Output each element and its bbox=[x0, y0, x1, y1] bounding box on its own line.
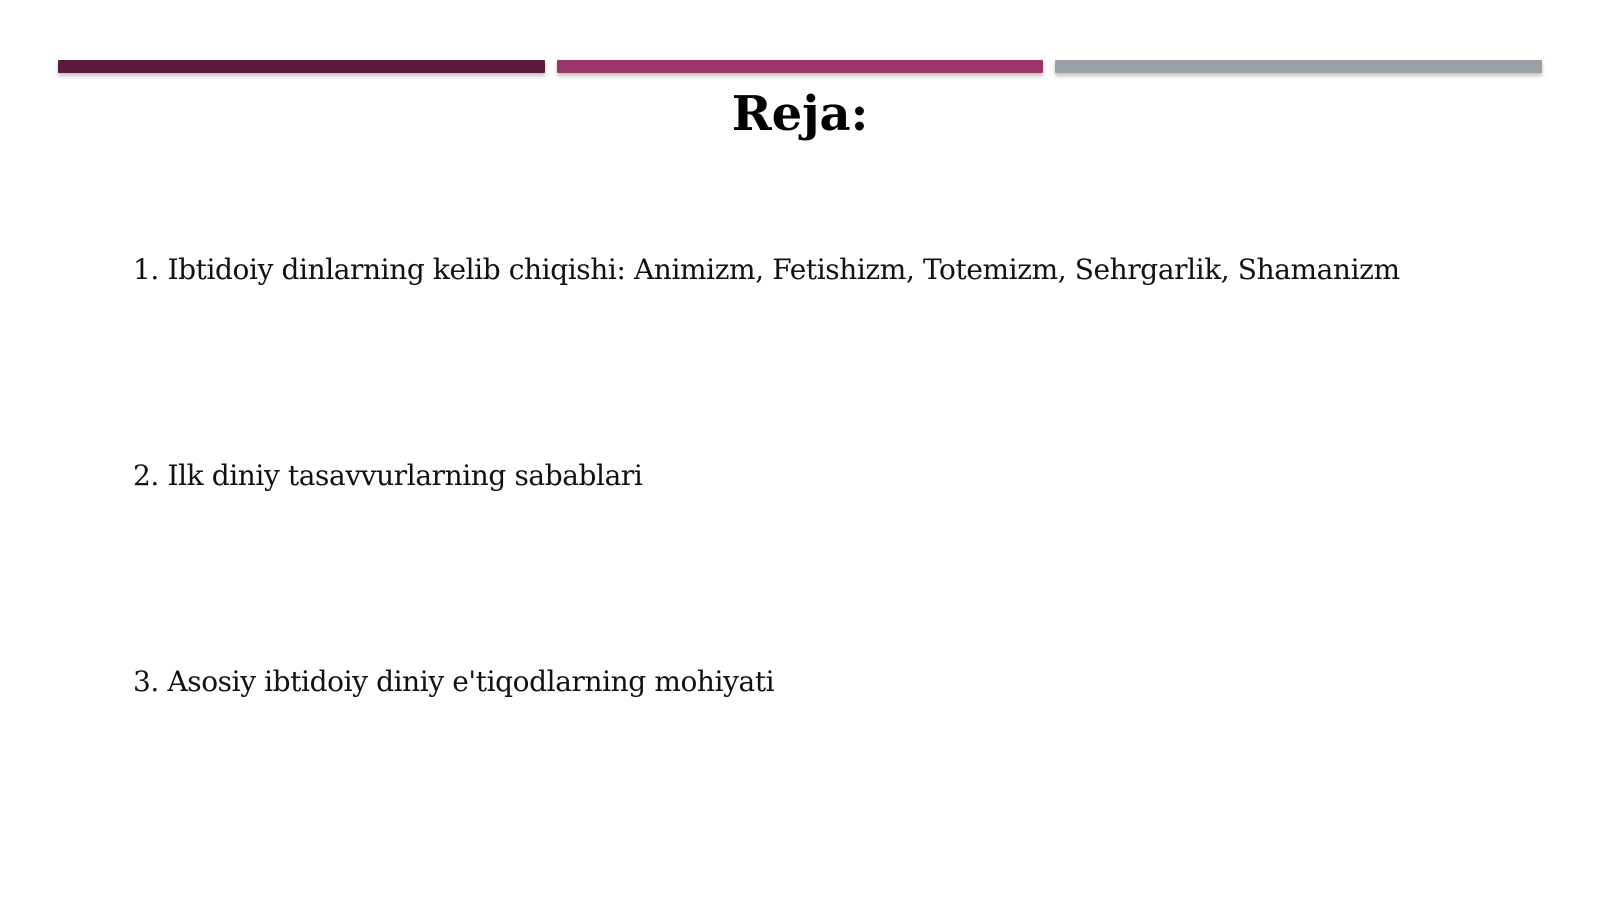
plan-item-number: 2. bbox=[133, 459, 159, 492]
plan-item-1 bbox=[133, 250, 1400, 290]
plan-item-text: Ibtidoiy dinlarning kelib chiqishi: Animizm, Fetishizm, Totemizm, Sehrgarlik, Shamanizm bbox=[167, 253, 1400, 286]
top-bar-dark-plum bbox=[58, 60, 545, 73]
decorative-top-bars bbox=[58, 60, 1542, 73]
slide-title: Reja: bbox=[731, 86, 869, 142]
plan-item-3 bbox=[133, 662, 774, 702]
plan-item-text: Ilk diniy tasavvurlarning sabablari bbox=[167, 459, 643, 492]
plan-item-number: 3. bbox=[133, 665, 159, 698]
plan-item-number: 1. bbox=[133, 253, 159, 286]
top-bar-magenta bbox=[557, 60, 1044, 73]
top-bar-gray bbox=[1055, 60, 1542, 73]
plan-item-text: Asosiy ibtidoiy diniy e'tiqodlarning mohiyati bbox=[167, 665, 775, 698]
plan-item-2 bbox=[133, 456, 642, 496]
